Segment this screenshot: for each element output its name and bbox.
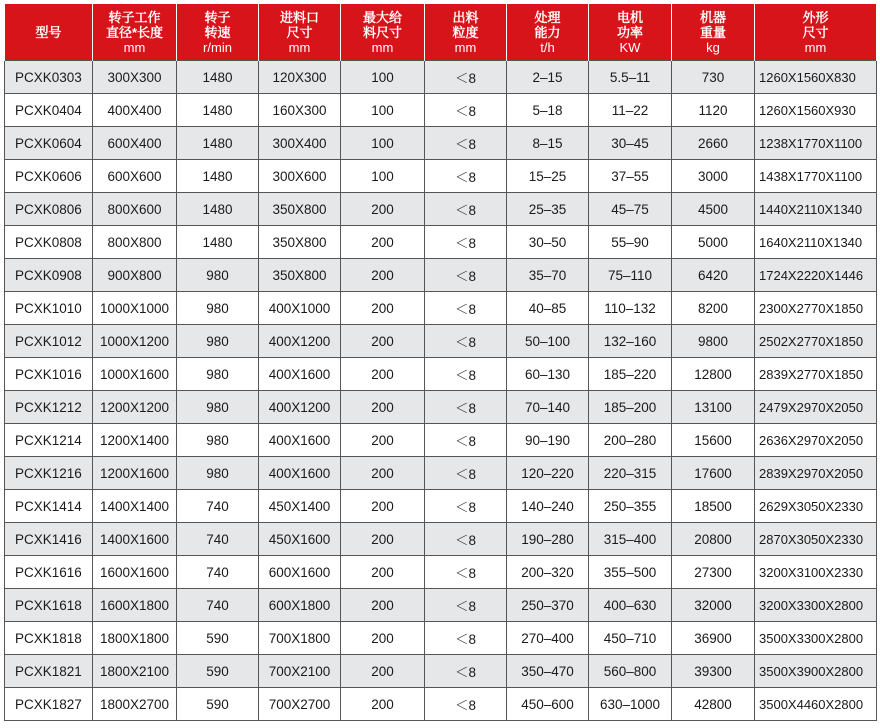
table-row [5,391,877,424]
cell-motor-power: 450–710 [589,622,672,655]
cell-dimensions: 3200X3300X2800 [755,589,877,622]
cell-rotor-size: 1600X1600 [93,556,177,589]
cell-rotor-size: 1200X1200 [93,391,177,424]
cell-weight: 2660 [672,127,755,160]
table-row [5,688,877,721]
cell-motor-power: 560–800 [589,655,672,688]
cell-weight: 39300 [672,655,755,688]
cell-capacity: 90–190 [507,424,589,457]
cell-model: PCXK1818 [5,622,93,655]
cell-weight: 8200 [672,292,755,325]
header-output-size-line3: mm [454,39,477,55]
cell-model: PCXK1012 [5,325,93,358]
header-rotor-size-line1: 转子工作 [108,9,161,25]
cell-max-feed-size: 200 [341,391,425,424]
spec-table-container [4,4,876,721]
cell-rotor-size: 1400X1600 [93,523,177,556]
cell-model: PCXK0806 [5,193,93,226]
cell-capacity: 70–140 [507,391,589,424]
cell-weight: 32000 [672,589,755,622]
cell-rotor-speed: 980 [177,391,259,424]
cell-rotor-size: 1600X1800 [93,589,177,622]
cell-output-size: ＜8 [425,160,507,193]
cell-dimensions: 2502X2770X1850 [755,325,877,358]
table-row [5,160,877,193]
cell-feed-opening: 450X1600 [259,523,341,556]
cell-dimensions: 2839X2970X2050 [755,457,877,490]
header-capacity-line1: 处理 [534,9,561,25]
header-max-feed-size-line1: 最大给 [362,9,402,25]
header-weight-line2: 重量 [699,24,726,40]
cell-rotor-speed: 590 [177,655,259,688]
cell-max-feed-size: 200 [341,556,425,589]
cell-output-size: ＜8 [425,622,507,655]
cell-rotor-size: 1200X1600 [93,457,177,490]
cell-output-size: ＜8 [425,325,507,358]
cell-rotor-speed: 590 [177,622,259,655]
cell-weight: 9800 [672,325,755,358]
cell-rotor-size: 1800X2100 [93,655,177,688]
cell-motor-power: 185–200 [589,391,672,424]
cell-motor-power: 630–1000 [589,688,672,721]
cell-dimensions: 2870X3050X2330 [755,523,877,556]
cell-max-feed-size: 100 [341,127,425,160]
table-row [5,523,877,556]
cell-capacity: 5–18 [507,94,589,127]
cell-weight: 12800 [672,358,755,391]
table-row [5,457,877,490]
cell-weight: 6420 [672,259,755,292]
table-row [5,226,877,259]
table-row [5,622,877,655]
cell-rotor-speed: 740 [177,490,259,523]
header-dimensions-line2: 尺寸 [802,24,829,40]
cell-rotor-size: 1200X1400 [93,424,177,457]
cell-weight: 27300 [672,556,755,589]
cell-rotor-size: 1800X1800 [93,622,177,655]
cell-max-feed-size: 100 [341,94,425,127]
crusher-spec-table [4,4,877,721]
header-motor-power-line2: 功率 [616,24,643,40]
cell-output-size: ＜8 [425,424,507,457]
cell-model: PCXK1010 [5,292,93,325]
header-weight [672,4,755,61]
cell-model: PCXK1618 [5,589,93,622]
cell-capacity: 15–25 [507,160,589,193]
cell-rotor-speed: 1480 [177,226,259,259]
cell-feed-opening: 700X1800 [259,622,341,655]
cell-rotor-speed: 740 [177,589,259,622]
cell-rotor-size: 600X600 [93,160,177,193]
cell-motor-power: 75–110 [589,259,672,292]
cell-weight: 17600 [672,457,755,490]
cell-feed-opening: 400X1600 [259,358,341,391]
cell-capacity: 40–85 [507,292,589,325]
header-dimensions-line3: mm [804,39,827,55]
cell-rotor-size: 300X300 [93,61,177,94]
header-rotor-speed-line2: 转速 [204,24,231,40]
table-row [5,556,877,589]
cell-output-size: ＜8 [425,457,507,490]
header-dimensions-line1: 外形 [802,9,829,25]
header-capacity-line2: 能力 [534,24,561,40]
table-row [5,589,877,622]
header-dimensions [755,4,877,61]
cell-motor-power: 5.5–11 [589,61,672,94]
cell-dimensions: 3200X3100X2330 [755,556,877,589]
cell-feed-opening: 600X1600 [259,556,341,589]
cell-max-feed-size: 200 [341,424,425,457]
cell-feed-opening: 300X400 [259,127,341,160]
header-rotor-size [93,4,177,61]
cell-model: PCXK1212 [5,391,93,424]
cell-max-feed-size: 200 [341,622,425,655]
cell-motor-power: 400–630 [589,589,672,622]
cell-model: PCXK1821 [5,655,93,688]
cell-feed-opening: 400X1000 [259,292,341,325]
cell-motor-power: 45–75 [589,193,672,226]
cell-dimensions: 2479X2970X2050 [755,391,877,424]
cell-rotor-speed: 1480 [177,193,259,226]
table-row [5,655,877,688]
cell-rotor-size: 400X400 [93,94,177,127]
cell-rotor-size: 1000X1600 [93,358,177,391]
header-motor-power-line1: 电机 [616,9,643,25]
cell-max-feed-size: 200 [341,325,425,358]
cell-capacity: 50–100 [507,325,589,358]
cell-output-size: ＜8 [425,523,507,556]
cell-rotor-size: 600X400 [93,127,177,160]
cell-max-feed-size: 200 [341,226,425,259]
cell-max-feed-size: 200 [341,490,425,523]
cell-motor-power: 185–220 [589,358,672,391]
cell-max-feed-size: 200 [341,358,425,391]
cell-output-size: ＜8 [425,490,507,523]
cell-weight: 1120 [672,94,755,127]
cell-dimensions: 3500X4460X2800 [755,688,877,721]
header-capacity-line3: t/h [540,39,555,55]
header-rotor-speed-line3: r/min [203,39,232,55]
cell-model: PCXK1416 [5,523,93,556]
table-row [5,94,877,127]
cell-max-feed-size: 200 [341,259,425,292]
cell-weight: 42800 [672,688,755,721]
cell-rotor-speed: 980 [177,292,259,325]
header-feed-opening-line3: mm [288,39,311,55]
header-output-size-line1: 出料 [452,9,479,25]
cell-feed-opening: 450X1400 [259,490,341,523]
cell-motor-power: 55–90 [589,226,672,259]
cell-rotor-speed: 740 [177,523,259,556]
cell-capacity: 30–50 [507,226,589,259]
cell-output-size: ＜8 [425,358,507,391]
cell-output-size: ＜8 [425,688,507,721]
table-row [5,325,877,358]
cell-max-feed-size: 200 [341,193,425,226]
cell-model: PCXK1414 [5,490,93,523]
cell-capacity: 200–320 [507,556,589,589]
cell-capacity: 120–220 [507,457,589,490]
cell-capacity: 350–470 [507,655,589,688]
cell-rotor-size: 800X600 [93,193,177,226]
header-feed-opening-line1: 进料口 [279,9,319,25]
cell-dimensions: 1260X1560X830 [755,61,877,94]
cell-motor-power: 355–500 [589,556,672,589]
cell-output-size: ＜8 [425,589,507,622]
cell-dimensions: 2300X2770X1850 [755,292,877,325]
header-model-line1: 型号 [35,24,62,40]
header-rotor-speed-line1: 转子 [204,9,231,25]
cell-rotor-size: 1800X2700 [93,688,177,721]
cell-motor-power: 220–315 [589,457,672,490]
cell-motor-power: 200–280 [589,424,672,457]
cell-feed-opening: 400X1600 [259,424,341,457]
header-model [5,4,93,61]
cell-output-size: ＜8 [425,556,507,589]
cell-dimensions: 2636X2970X2050 [755,424,877,457]
header-max-feed-size-line3: mm [371,39,394,55]
cell-dimensions: 1260X1560X930 [755,94,877,127]
header-rotor-size-line3: mm [123,39,146,55]
cell-output-size: ＜8 [425,127,507,160]
header-motor-power-line3: KW [619,39,641,55]
cell-weight: 18500 [672,490,755,523]
cell-motor-power: 11–22 [589,94,672,127]
table-body [5,61,877,721]
cell-output-size: ＜8 [425,193,507,226]
cell-dimensions: 3500X3300X2800 [755,622,877,655]
cell-output-size: ＜8 [425,292,507,325]
table-row [5,259,877,292]
cell-motor-power: 37–55 [589,160,672,193]
cell-weight: 4500 [672,193,755,226]
cell-rotor-speed: 980 [177,424,259,457]
cell-capacity: 140–240 [507,490,589,523]
cell-feed-opening: 120X300 [259,61,341,94]
cell-max-feed-size: 100 [341,160,425,193]
header-output-size [425,4,507,61]
cell-model: PCXK1616 [5,556,93,589]
cell-feed-opening: 700X2100 [259,655,341,688]
cell-capacity: 35–70 [507,259,589,292]
cell-motor-power: 110–132 [589,292,672,325]
cell-weight: 13100 [672,391,755,424]
table-row [5,61,877,94]
cell-rotor-speed: 590 [177,688,259,721]
cell-dimensions: 1440X2110X1340 [755,193,877,226]
cell-feed-opening: 400X1200 [259,391,341,424]
cell-capacity: 450–600 [507,688,589,721]
table-row [5,424,877,457]
header-weight-line3: kg [706,39,720,55]
table-row [5,193,877,226]
cell-motor-power: 132–160 [589,325,672,358]
header-feed-opening-line2: 尺寸 [286,24,313,40]
cell-feed-opening: 700X2700 [259,688,341,721]
cell-rotor-size: 800X800 [93,226,177,259]
cell-dimensions: 1640X2110X1340 [755,226,877,259]
cell-output-size: ＜8 [425,61,507,94]
cell-max-feed-size: 200 [341,523,425,556]
cell-model: PCXK0303 [5,61,93,94]
header-max-feed-size [341,4,425,61]
cell-rotor-speed: 980 [177,358,259,391]
cell-feed-opening: 600X1800 [259,589,341,622]
cell-rotor-speed: 1480 [177,127,259,160]
header-feed-opening [259,4,341,61]
cell-feed-opening: 400X1200 [259,325,341,358]
header-max-feed-size-line2: 料尺寸 [362,24,402,40]
cell-rotor-speed: 980 [177,259,259,292]
cell-output-size: ＜8 [425,226,507,259]
cell-max-feed-size: 100 [341,61,425,94]
cell-rotor-size: 1400X1400 [93,490,177,523]
cell-capacity: 250–370 [507,589,589,622]
cell-output-size: ＜8 [425,94,507,127]
cell-dimensions: 2629X3050X2330 [755,490,877,523]
cell-max-feed-size: 200 [341,589,425,622]
cell-capacity: 25–35 [507,193,589,226]
cell-weight: 730 [672,61,755,94]
table-row [5,127,877,160]
header-rotor-size-line2: 直径*长度 [105,24,164,40]
table-row [5,490,877,523]
cell-dimensions: 1724X2220X1446 [755,259,877,292]
cell-feed-opening: 300X600 [259,160,341,193]
cell-feed-opening: 350X800 [259,193,341,226]
cell-weight: 36900 [672,622,755,655]
cell-output-size: ＜8 [425,259,507,292]
table-row [5,292,877,325]
cell-max-feed-size: 200 [341,655,425,688]
cell-dimensions: 3500X3900X2800 [755,655,877,688]
cell-model: PCXK1216 [5,457,93,490]
cell-feed-opening: 160X300 [259,94,341,127]
cell-dimensions: 1238X1770X1100 [755,127,877,160]
cell-rotor-speed: 980 [177,325,259,358]
cell-weight: 5000 [672,226,755,259]
cell-motor-power: 250–355 [589,490,672,523]
cell-max-feed-size: 200 [341,457,425,490]
cell-weight: 20800 [672,523,755,556]
cell-max-feed-size: 200 [341,688,425,721]
cell-output-size: ＜8 [425,655,507,688]
cell-feed-opening: 350X800 [259,259,341,292]
cell-capacity: 60–130 [507,358,589,391]
cell-model: PCXK0404 [5,94,93,127]
cell-rotor-speed: 1480 [177,61,259,94]
cell-model: PCXK0908 [5,259,93,292]
table-row [5,358,877,391]
cell-motor-power: 315–400 [589,523,672,556]
header-capacity [507,4,589,61]
cell-capacity: 190–280 [507,523,589,556]
cell-model: PCXK0606 [5,160,93,193]
cell-rotor-size: 1000X1200 [93,325,177,358]
cell-model: PCXK1827 [5,688,93,721]
cell-model: PCXK0604 [5,127,93,160]
cell-rotor-speed: 1480 [177,94,259,127]
cell-model: PCXK1016 [5,358,93,391]
cell-weight: 3000 [672,160,755,193]
cell-rotor-speed: 980 [177,457,259,490]
cell-feed-opening: 350X800 [259,226,341,259]
cell-model: PCXK1214 [5,424,93,457]
cell-dimensions: 2839X2770X1850 [755,358,877,391]
header-weight-line1: 机器 [699,9,726,25]
cell-capacity: 8–15 [507,127,589,160]
cell-weight: 15600 [672,424,755,457]
header-rotor-speed [177,4,259,61]
cell-capacity: 2–15 [507,61,589,94]
table-header [5,4,877,61]
cell-feed-opening: 400X1600 [259,457,341,490]
header-motor-power [589,4,672,61]
cell-max-feed-size: 200 [341,292,425,325]
cell-model: PCXK0808 [5,226,93,259]
header-row [5,4,877,61]
cell-motor-power: 30–45 [589,127,672,160]
cell-rotor-speed: 740 [177,556,259,589]
cell-rotor-size: 1000X1000 [93,292,177,325]
cell-rotor-size: 900X800 [93,259,177,292]
header-output-size-line2: 粒度 [452,24,479,40]
cell-capacity: 270–400 [507,622,589,655]
cell-dimensions: 1438X1770X1100 [755,160,877,193]
cell-rotor-speed: 1480 [177,160,259,193]
cell-output-size: ＜8 [425,391,507,424]
